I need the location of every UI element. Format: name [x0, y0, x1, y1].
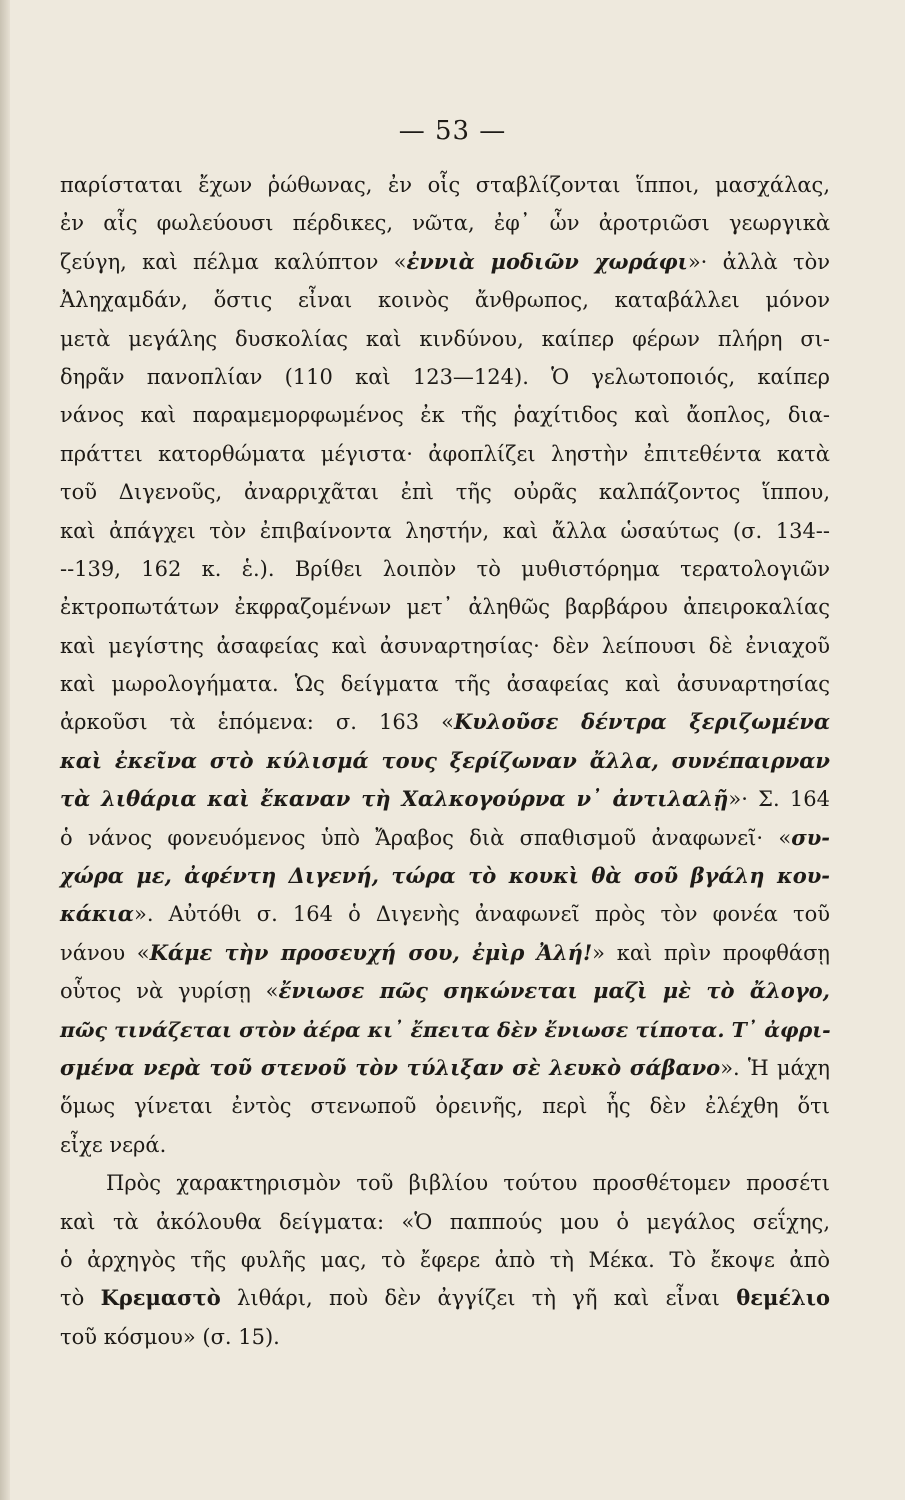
text-run: τοῦ Διγενοῦς, ἀναρριχᾶται ἐπὶ τῆς οὐρᾶς καλπάζοντος ἵππου, — [60, 480, 830, 505]
quoted-text: ἔνιωσε πῶς σηκώνεται μαζὶ μὲ τὸ ἄλογο, — [278, 978, 830, 1004]
text-run: ὅμως γίνεται ἐντὸς στενωποῦ ὀρεινῆς, περὶ ἧς δὲν ἐλέχθη ὅτι — [60, 1094, 830, 1119]
text-line — [60, 243, 830, 281]
quoted-text: πῶς τινάζεται στὸν ἀέρα κι᾽ ἔπειτα δὲν ἔνιωσε τίποτα. Τ᾽ ἀφρι- — [60, 1017, 831, 1042]
text-run: --139, 162 κ. ἑ.). Βρίθει λοιπὸν τὸ μυθιστόρημα τερατολογιῶν — [60, 556, 830, 581]
text-line — [60, 512, 830, 550]
text-run: νάνου « — [60, 940, 150, 965]
text-line — [60, 204, 830, 242]
text-run: νάνος καὶ παραμεμορφωμένος ἐκ τῆς ῥαχίτιδος καὶ ἄοπλος, δια- — [60, 403, 830, 428]
text-line — [60, 473, 830, 511]
text-run: εἶχε νερά. — [60, 1132, 167, 1157]
text-line — [60, 857, 830, 895]
text-run: ὁ νάνος φονευόμενος ὑπὸ Ἄραβος διὰ σπαθισμοῦ ἀναφωνεῖ· « — [60, 825, 792, 850]
quoted-text: σμένα νερὰ τοῦ στενοῦ τὸν τύλιξαν σὲ λευκὸ σάβανο — [60, 1054, 721, 1080]
text-run: δηρᾶν πανοπλίαν (110 καὶ 123—124). Ὁ γελωτοποιός, καίπερ — [60, 364, 830, 389]
text-run: καὶ μωρολογήματα. Ὡς δείγματα τῆς ἀσαφείας καὶ ἀσυναρτησίας — [60, 672, 830, 697]
text-run: μετὰ μεγάλης δυσκολίας καὶ κινδύνου, καίπερ φέρων πλήρη σι- — [60, 326, 830, 351]
text-run: ὁ ἀρχηγὸς τῆς φυλῆς μας, τὸ ἔφερε ἀπὸ τὴ Μέκα. Τὸ ἔκοψε ἀπὸ — [60, 1247, 830, 1272]
quoted-text: ἐννιὰ μοδιῶν χωράφι — [406, 248, 688, 274]
text-run: οὗτος νὰ γυρίσῃ « — [60, 979, 279, 1004]
text-run: »· Σ. 164 — [728, 787, 830, 812]
text-line — [60, 819, 830, 857]
text-run: καὶ ἀπάγχει τὸν ἐπιβαίνοντα ληστήν, καὶ ἄλλα ὡσαύτως (σ. 134-- — [60, 518, 830, 543]
text-line — [60, 435, 830, 473]
text-run: πράττει κατορθώματα μέγιστα· ἀφοπλίζει ληστὴν ἐπιτεθέντα κατὰ — [60, 441, 830, 466]
text-line — [60, 1049, 830, 1087]
body-text — [60, 166, 830, 1356]
quoted-text: κάκια — [60, 901, 134, 927]
text-run: τὸ — [60, 1286, 101, 1311]
emphasized-text: θεμέλιο — [736, 1285, 830, 1311]
text-line — [60, 1126, 830, 1164]
quoted-text: τὰ λιθάρια καὶ ἔκαναν τὴ Χαλκογούρνα ν᾽ ἀντιλαλῇ — [60, 786, 729, 812]
quoted-text: καὶ ἐκεῖνα στὸ κύλισμά τους ξερίζωναν ἄλλα, συνέπαιρναν — [60, 747, 830, 773]
text-line — [60, 742, 830, 780]
text-line — [60, 1087, 830, 1125]
text-run: ζεύγη, καὶ πέλμα καλύπτον « — [60, 249, 407, 274]
text-line — [60, 1164, 830, 1202]
text-line — [60, 627, 830, 665]
text-line — [60, 1241, 830, 1279]
text-line — [60, 550, 830, 588]
text-line — [60, 281, 830, 319]
quoted-text: χώρα με, ἀφέντη Διγενή, τώρα τὸ κουκὶ θὰ σοῦ βγάλη κου- — [60, 863, 830, 889]
text-run: »· ἀλλὰ τὸν — [687, 249, 830, 274]
text-run: » καὶ πρὶν προφθάσῃ — [592, 940, 830, 965]
text-line — [60, 588, 830, 626]
text-run: ἐν αἷς φωλεύουσι πέρδικες, νῶτα, ἐφ᾽ ὧν ἀροτριῶσι γεωργικὰ — [60, 211, 830, 236]
page-spine-shadow — [0, 0, 10, 1500]
text-run: ἀρκοῦσι τὰ ἑπόμενα: σ. 163 « — [60, 710, 454, 735]
text-line — [60, 665, 830, 703]
quoted-text: Κάμε τὴν προσευχή σου, ἐμὶρ Ἀλή! — [149, 939, 593, 965]
text-run: παρίσταται ἔχων ῥώθωνας, ἐν οἷς σταβλίζονται ἵπποι, μασχάλας, — [60, 173, 830, 197]
text-run: καὶ μεγίστης ἀσαφείας καὶ ἀσυναρτησίας· δὲν λείπουσι δὲ ἐνιαχοῦ — [60, 633, 830, 658]
text-run: καὶ τὰ ἀκόλουθα δείγματα: «Ὁ παππούς μου ὁ μεγάλος σεΐχης, — [60, 1209, 830, 1234]
text-line — [60, 895, 830, 933]
text-line — [60, 1203, 830, 1241]
text-run: ἐκτροπωτάτων ἐκφραζομένων μετ᾽ ἀληθῶς βαρβάρου ἀπειροκαλίας — [60, 595, 830, 620]
text-run: ». Αὐτόθι σ. 164 ὁ Διγενὴς ἀναφωνεῖ πρὸς τὸν φονέα τοῦ — [133, 902, 830, 927]
text-line — [60, 1318, 830, 1356]
text-line — [60, 320, 830, 358]
text-line — [60, 166, 830, 204]
text-run: ». Ἡ μάχη — [720, 1055, 830, 1080]
text-run: Πρὸς χαρακτηρισμὸν τοῦ βιβλίου τούτου προσθέτομεν προσέτι — [106, 1171, 830, 1196]
text-line — [60, 703, 830, 741]
text-line — [60, 1279, 830, 1317]
quoted-text: συ- — [791, 824, 830, 850]
text-run: λιθάρι, ποὺ δὲν ἀγγίζει τὴ γῆ καὶ εἶναι — [220, 1286, 737, 1311]
text-run: Ἀληχαμδάν, ὅστις εἶναι κοινὸς ἄνθρωπος, καταβάλλει μόνον — [60, 288, 830, 313]
page-number: — 53 — — [398, 116, 507, 146]
emphasized-text: Κρεμαστὸ — [100, 1285, 221, 1311]
quoted-text: Κυλοῦσε δέντρα ξεριζωμένα — [453, 709, 830, 735]
text-line — [60, 934, 830, 972]
text-run: τοῦ κόσμου» (σ. 15). — [60, 1324, 280, 1349]
text-line — [60, 358, 830, 396]
text-line — [60, 972, 830, 1010]
text-line — [60, 1011, 830, 1049]
text-line — [60, 396, 830, 434]
text-line — [60, 780, 830, 818]
